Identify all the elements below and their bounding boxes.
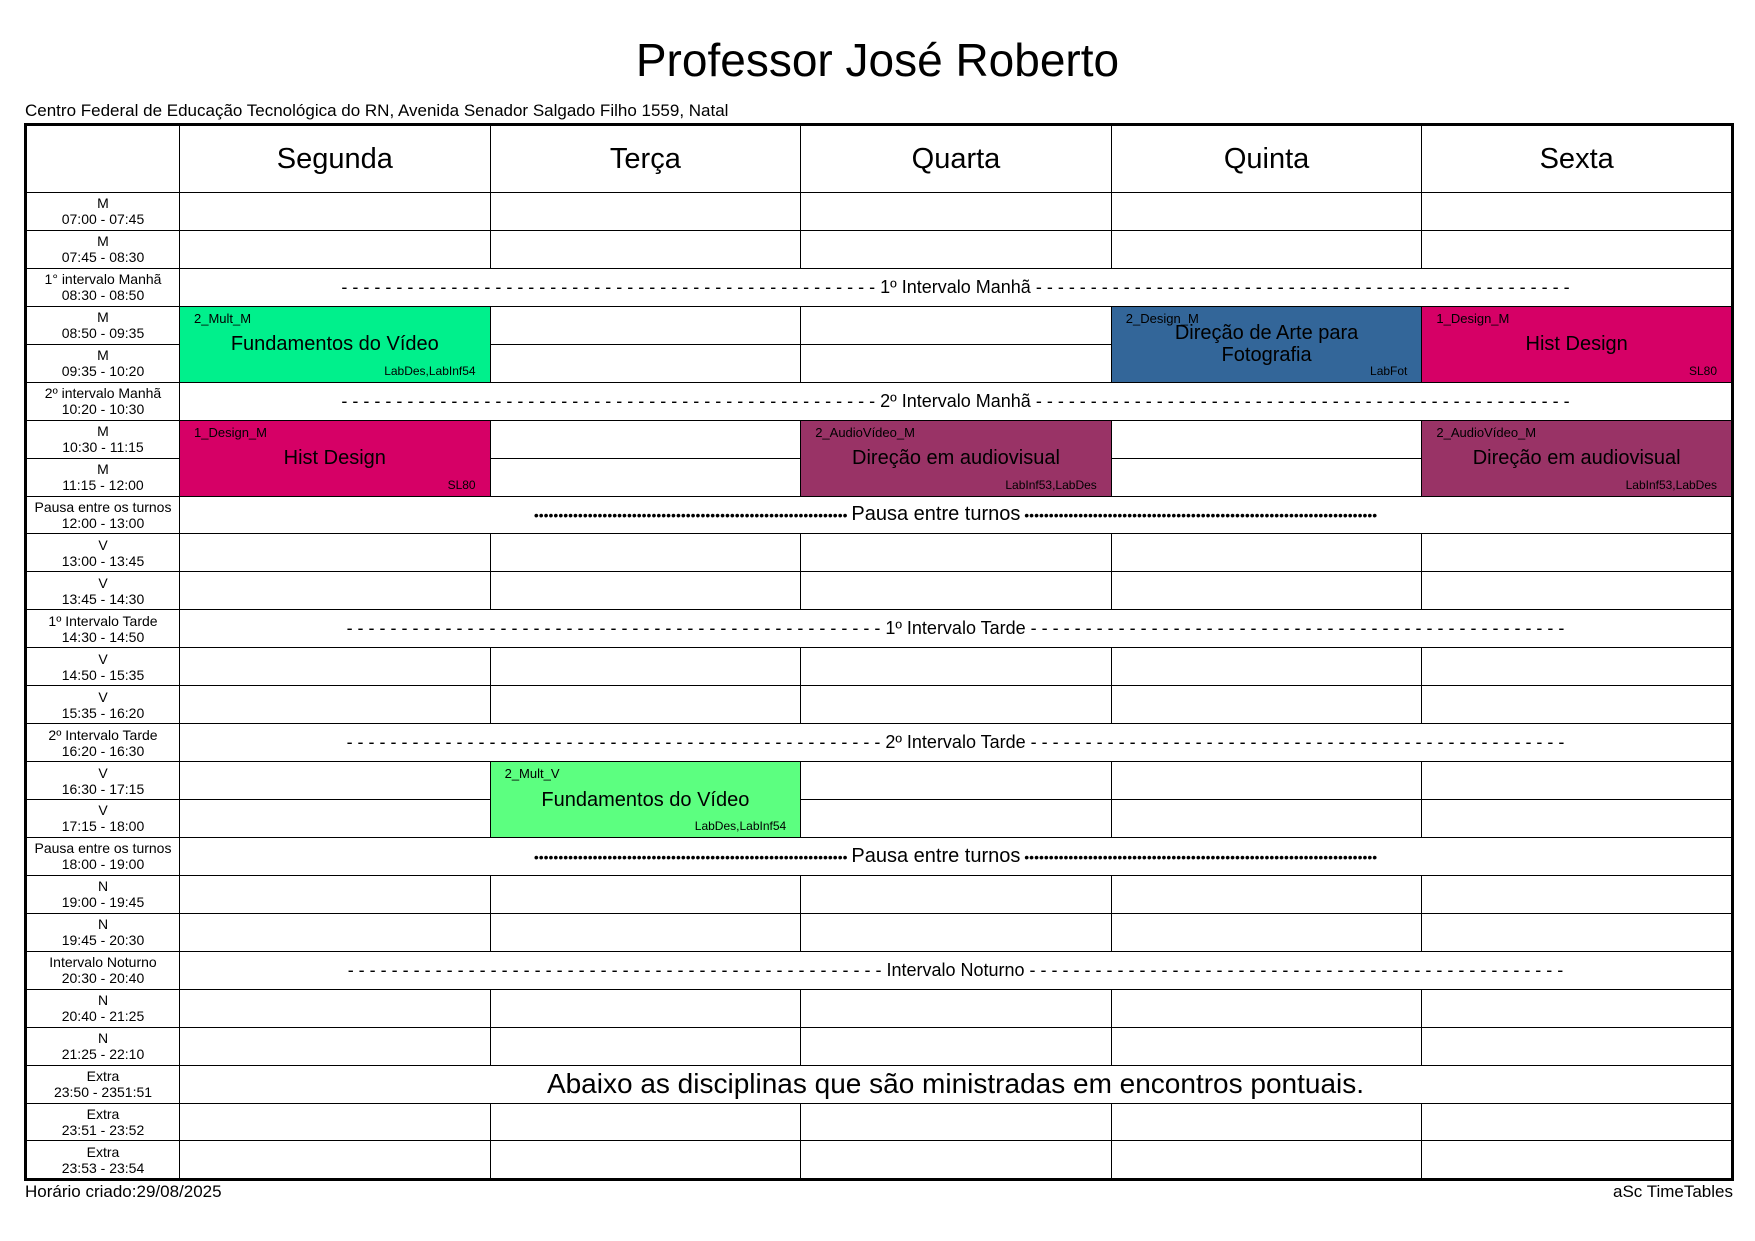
empty-slot (1422, 800, 1733, 838)
period-row (26, 1141, 1733, 1180)
period-time: 08:50 - 09:35 (61, 325, 145, 342)
period-label: Pausa entre os turnos (34, 840, 172, 857)
period-row (26, 230, 1733, 268)
dot-leader: •••••••••••••••••••••••••••••••••••••••••••••••••••••••••••••••••••••••• (1020, 848, 1378, 865)
empty-slot (801, 989, 1112, 1027)
period-time-cell (26, 1027, 180, 1065)
empty-slot (1111, 800, 1422, 838)
dash-leader: - - - - - - - - - - - - - - - - - - - - - - - - - - - - - - - - - - - - - - - - - - - - - - - - - (1025, 618, 1565, 639)
period-time-cell (26, 496, 180, 534)
empty-slot (1111, 686, 1422, 724)
empty-slot (1111, 989, 1422, 1027)
empty-slot (1422, 1027, 1733, 1065)
day-header: Terça (490, 125, 801, 193)
period-time: 14:30 - 14:50 (61, 628, 145, 645)
lesson-card[interactable] (801, 420, 1112, 496)
lesson-group: 2_Mult_V (504, 766, 560, 782)
dash-leader: - - - - - - - - - - - - - - - - - - - - - - - - - - - - - - - - - - - - - - - - - - - - - - - - - (346, 732, 886, 753)
empty-slot (490, 1141, 801, 1180)
empty-slot (1111, 458, 1422, 496)
lesson-room: LabFot (1370, 363, 1408, 378)
lesson-room: LabInf53,LabDes (1625, 477, 1717, 492)
empty-slot (180, 1027, 491, 1065)
empty-slot (180, 913, 491, 951)
period-row (26, 686, 1733, 724)
empty-slot (1111, 230, 1422, 268)
period-label: Intervalo Noturno (49, 954, 157, 971)
lesson-card[interactable] (1422, 420, 1733, 496)
period-time: 20:30 - 20:40 (61, 970, 145, 987)
corner-cell (26, 125, 180, 193)
empty-slot (490, 344, 801, 382)
break-row (180, 837, 1733, 875)
page-title: Professor José Roberto (635, 34, 1120, 86)
empty-slot (490, 193, 801, 231)
period-time: 09:35 - 10:20 (61, 363, 145, 380)
period-time: 10:20 - 10:30 (61, 401, 145, 418)
period-time: 07:45 - 08:30 (61, 249, 145, 266)
break-row (180, 382, 1733, 420)
break-row (180, 268, 1733, 306)
period-time-cell (26, 800, 180, 838)
empty-slot (1111, 648, 1422, 686)
lesson-content (801, 421, 1111, 496)
lesson-content (1422, 421, 1731, 496)
period-row (26, 875, 1733, 913)
period-time-cell (26, 268, 180, 306)
period-label: V (98, 688, 108, 705)
empty-slot (180, 989, 491, 1027)
empty-slot (1422, 875, 1733, 913)
period-row (26, 496, 1733, 534)
empty-slot (180, 230, 491, 268)
day-header: Sexta (1422, 125, 1733, 193)
period-time-cell (26, 648, 180, 686)
empty-slot (180, 572, 491, 610)
dot-leader: •••••••••••••••••••••••••••••••••••••••••••••••••••••••••••••••••••••••• (1020, 507, 1378, 524)
period-time-cell (26, 230, 180, 268)
empty-slot (490, 648, 801, 686)
lesson-room: LabDes,LabInf54 (694, 818, 787, 833)
period-time: 13:45 - 14:30 (61, 590, 145, 607)
period-row (26, 800, 1733, 838)
lesson-card[interactable] (1111, 306, 1422, 382)
empty-slot (180, 193, 491, 231)
break-row (180, 496, 1733, 534)
lesson-subject: Direção em audiovisual (852, 447, 1060, 470)
empty-slot (801, 762, 1112, 800)
break-label: Pausa entre turnos (851, 844, 1021, 867)
empty-slot (1111, 534, 1422, 572)
period-label: N (97, 878, 109, 895)
period-row (26, 382, 1733, 420)
empty-slot (801, 1141, 1112, 1180)
lesson-room: LabDes,LabInf54 (384, 363, 476, 378)
lesson-group: 1_Design_M (1436, 310, 1510, 326)
period-time-cell (26, 420, 180, 458)
dot-leader: •••••••••••••••••••••••••••••••••••••••••••••••••••••••••••••••• (533, 507, 852, 524)
dash-leader: - - - - - - - - - - - - - - - - - - - - - - - - - - - - - - - - - - - - - - - - - - - - - - - - - (341, 390, 881, 411)
lesson-card[interactable] (1422, 306, 1733, 382)
day-header: Quinta (1111, 125, 1422, 193)
period-time-cell (26, 875, 180, 913)
empty-slot (801, 875, 1112, 913)
period-label: V (98, 802, 108, 819)
empty-slot (801, 230, 1112, 268)
period-row (26, 193, 1733, 231)
empty-slot (801, 306, 1112, 344)
period-row (26, 837, 1733, 875)
empty-slot (180, 1103, 491, 1141)
break-row (180, 724, 1733, 762)
period-row (26, 610, 1733, 648)
break-label: 2º Intervalo Tarde (885, 732, 1026, 753)
period-time: 18:00 - 19:00 (61, 856, 145, 873)
empty-slot (801, 1103, 1112, 1141)
lesson-subject: Hist Design (283, 447, 386, 470)
period-row (26, 1103, 1733, 1141)
empty-slot (490, 1103, 801, 1141)
period-time: 19:45 - 20:30 (61, 932, 145, 949)
empty-slot (1111, 875, 1422, 913)
period-label: Extra (86, 1105, 120, 1122)
period-label: M (97, 423, 109, 440)
period-row (26, 268, 1733, 306)
period-row (26, 724, 1733, 762)
break-label: 2º Intervalo Manhã (880, 390, 1031, 411)
period-time-cell (26, 193, 180, 231)
period-label: 2º intervalo Manhã (44, 385, 162, 402)
empty-slot (490, 306, 801, 344)
period-time: 11:15 - 12:00 (62, 477, 144, 494)
period-time: 16:30 - 17:15 (61, 780, 145, 797)
lesson-subject: Hist Design (1525, 333, 1628, 356)
lesson-group: 2_Mult_M (194, 310, 252, 326)
period-row (26, 762, 1733, 800)
empty-slot (1111, 1141, 1422, 1180)
empty-slot (801, 686, 1112, 724)
period-time: 12:00 - 13:00 (61, 514, 145, 531)
empty-slot (180, 800, 491, 838)
break-row (180, 610, 1733, 648)
empty-slot (1111, 572, 1422, 610)
empty-slot (1111, 762, 1422, 800)
empty-slot (180, 648, 491, 686)
period-time: 15:35 - 16:20 (61, 704, 145, 721)
period-label: M (97, 195, 109, 212)
empty-slot (1111, 1103, 1422, 1141)
empty-slot (801, 344, 1112, 382)
empty-slot (490, 572, 801, 610)
lesson-card[interactable] (180, 420, 491, 496)
dash-leader: - - - - - - - - - - - - - - - - - - - - - - - - - - - - - - - - - - - - - - - - - - - - - - - - - (346, 618, 886, 639)
period-time-cell (26, 382, 180, 420)
period-time-cell (26, 534, 180, 572)
empty-slot (801, 1027, 1112, 1065)
empty-slot (180, 762, 491, 800)
period-row (26, 989, 1733, 1027)
period-label: 1° intervalo Manhã (44, 271, 162, 288)
day-header: Segunda (180, 125, 491, 193)
period-time-cell (26, 1141, 180, 1180)
lesson-content (1422, 307, 1731, 382)
school-address: Centro Federal de Educação Tecnológica do RN, Avenida Senador Salgado Filho 1559, Natal (25, 101, 729, 120)
created-date: Horário criado:29/08/2025 (25, 1182, 222, 1201)
empty-slot (490, 458, 801, 496)
period-row (26, 648, 1733, 686)
lesson-group: 2_AudioVídeo_M (1436, 424, 1537, 440)
period-time-cell (26, 837, 180, 875)
period-time: 08:30 - 08:50 (61, 287, 145, 304)
period-row (26, 306, 1733, 344)
period-time-cell (26, 1065, 180, 1103)
empty-slot (490, 989, 801, 1027)
empty-slot (1422, 913, 1733, 951)
period-label: M (97, 233, 109, 250)
period-time-cell (26, 724, 180, 762)
empty-slot (801, 913, 1112, 951)
period-time-cell (26, 610, 180, 648)
period-row (26, 951, 1733, 989)
period-label: N (97, 916, 109, 933)
empty-slot (1422, 686, 1733, 724)
lesson-subject: Fundamentos do Vídeo (230, 333, 439, 356)
period-label: Pausa entre os turnos (34, 498, 172, 515)
period-time: 13:00 - 13:45 (61, 552, 145, 569)
period-label: N (97, 992, 109, 1009)
period-time: 16:20 - 16:30 (61, 742, 145, 759)
period-label: V (98, 574, 108, 591)
empty-slot (1111, 193, 1422, 231)
app-brand: aSc TimeTables (1613, 1182, 1733, 1201)
empty-slot (1422, 193, 1733, 231)
period-time: 10:30 - 11:15 (62, 439, 144, 456)
empty-slot (1422, 989, 1733, 1027)
lesson-subject: Fundamentos do Vídeo (541, 788, 750, 811)
empty-slot (490, 420, 801, 458)
lesson-group: 2_Design_M (1125, 310, 1199, 326)
period-row (26, 1027, 1733, 1065)
empty-slot (180, 686, 491, 724)
period-row (26, 534, 1733, 572)
dash-leader: - - - - - - - - - - - - - - - - - - - - - - - - - - - - - - - - - - - - - - - - - - - - - - - - - (341, 276, 881, 297)
period-label: N (97, 1030, 109, 1047)
empty-slot (1422, 1141, 1733, 1180)
period-time: 23:53 - 23:54 (61, 1159, 145, 1176)
period-label: Extra (86, 1068, 120, 1085)
empty-slot (1111, 420, 1422, 458)
extra-note (180, 1065, 1733, 1103)
period-label: M (97, 309, 109, 326)
period-label: Extra (86, 1143, 120, 1160)
empty-slot (490, 875, 801, 913)
period-label: 1º Intervalo Tarde (48, 612, 158, 629)
empty-slot (1422, 1103, 1733, 1141)
empty-slot (490, 1027, 801, 1065)
period-time-cell (26, 1103, 180, 1141)
empty-slot (801, 193, 1112, 231)
period-time-cell (26, 762, 180, 800)
period-label: V (98, 764, 108, 781)
empty-slot (1111, 1027, 1422, 1065)
empty-slot (490, 913, 801, 951)
dash-leader: - - - - - - - - - - - - - - - - - - - - - - - - - - - - - - - - - - - - - - - - - - - - - - - - - (1030, 276, 1570, 297)
empty-slot (490, 686, 801, 724)
empty-slot (180, 1141, 491, 1180)
period-time-cell (26, 913, 180, 951)
empty-slot (801, 534, 1112, 572)
day-header-row (26, 125, 1733, 193)
dash-leader: - - - - - - - - - - - - - - - - - - - - - - - - - - - - - - - - - - - - - - - - - - - - - - - - - (347, 959, 887, 980)
empty-slot (490, 534, 801, 572)
lesson-group: 2_AudioVídeo_M (815, 424, 915, 440)
period-time-cell (26, 951, 180, 989)
lesson-content (180, 307, 490, 382)
break-row (180, 951, 1733, 989)
period-label: 2º Intervalo Tarde (48, 726, 158, 743)
break-label: 1º Intervalo Tarde (885, 618, 1026, 639)
empty-slot (1422, 230, 1733, 268)
period-time-cell (26, 686, 180, 724)
period-time-cell (26, 344, 180, 382)
period-time: 07:00 - 07:45 (61, 211, 145, 228)
lesson-room: SL80 (447, 477, 476, 492)
lesson-room: LabInf53,LabDes (1005, 477, 1097, 492)
period-time: 21:25 - 22:10 (61, 1046, 145, 1063)
period-time-cell (26, 306, 180, 344)
dash-leader: - - - - - - - - - - - - - - - - - - - - - - - - - - - - - - - - - - - - - - - - - - - - - - - - - (1030, 390, 1570, 411)
period-label: V (98, 536, 108, 553)
empty-slot (180, 875, 491, 913)
empty-slot (801, 800, 1112, 838)
period-time-cell (26, 572, 180, 610)
period-time: 14:50 - 15:35 (61, 666, 145, 683)
day-header: Quarta (801, 125, 1112, 193)
period-time: 17:15 - 18:00 (61, 818, 145, 835)
break-label: Intervalo Noturno (886, 959, 1025, 980)
empty-slot (1422, 572, 1733, 610)
break-label: Abaixo as disciplinas que são ministradas em encontros pontuais. (546, 1068, 1365, 1100)
period-row (26, 913, 1733, 951)
lesson-subject: Direção de Arte para Fotografia (1174, 322, 1359, 367)
lesson-room: SL80 (1688, 363, 1717, 378)
period-label: M (97, 461, 109, 478)
empty-slot (1111, 913, 1422, 951)
period-row (26, 420, 1733, 458)
empty-slot (180, 534, 491, 572)
timetable (24, 123, 1734, 1181)
dash-leader: - - - - - - - - - - - - - - - - - - - - - - - - - - - - - - - - - - - - - - - - - - - - - - - - - (1025, 732, 1565, 753)
dot-leader: •••••••••••••••••••••••••••••••••••••••••••••••••••••••••••••••• (533, 848, 852, 865)
period-label: M (97, 347, 109, 364)
lesson-content (1112, 307, 1422, 382)
period-time: 20:40 - 21:25 (61, 1008, 145, 1025)
lesson-card[interactable] (180, 306, 491, 382)
lesson-content (491, 762, 801, 837)
period-time: 23:51 - 23:52 (61, 1121, 145, 1138)
period-time: 19:00 - 19:45 (61, 894, 145, 911)
lesson-subject: Direção em audiovisual (1472, 447, 1681, 470)
empty-slot (490, 230, 801, 268)
period-row (26, 572, 1733, 610)
break-label: 1º Intervalo Manhã (880, 276, 1031, 297)
break-label: Pausa entre turnos (851, 503, 1021, 526)
empty-slot (1422, 534, 1733, 572)
empty-slot (801, 572, 1112, 610)
lesson-content (180, 421, 490, 496)
empty-slot (1422, 762, 1733, 800)
lesson-group: 1_Design_M (194, 424, 267, 440)
period-time: 23:50 - 2351:51 (53, 1084, 153, 1101)
period-label: V (98, 650, 108, 667)
period-time-cell (26, 989, 180, 1027)
empty-slot (1422, 648, 1733, 686)
lesson-card[interactable] (490, 762, 801, 838)
period-row (26, 1065, 1733, 1103)
dash-leader: - - - - - - - - - - - - - - - - - - - - - - - - - - - - - - - - - - - - - - - - - - - - - - - - - (1024, 959, 1564, 980)
period-time-cell (26, 458, 180, 496)
empty-slot (801, 648, 1112, 686)
